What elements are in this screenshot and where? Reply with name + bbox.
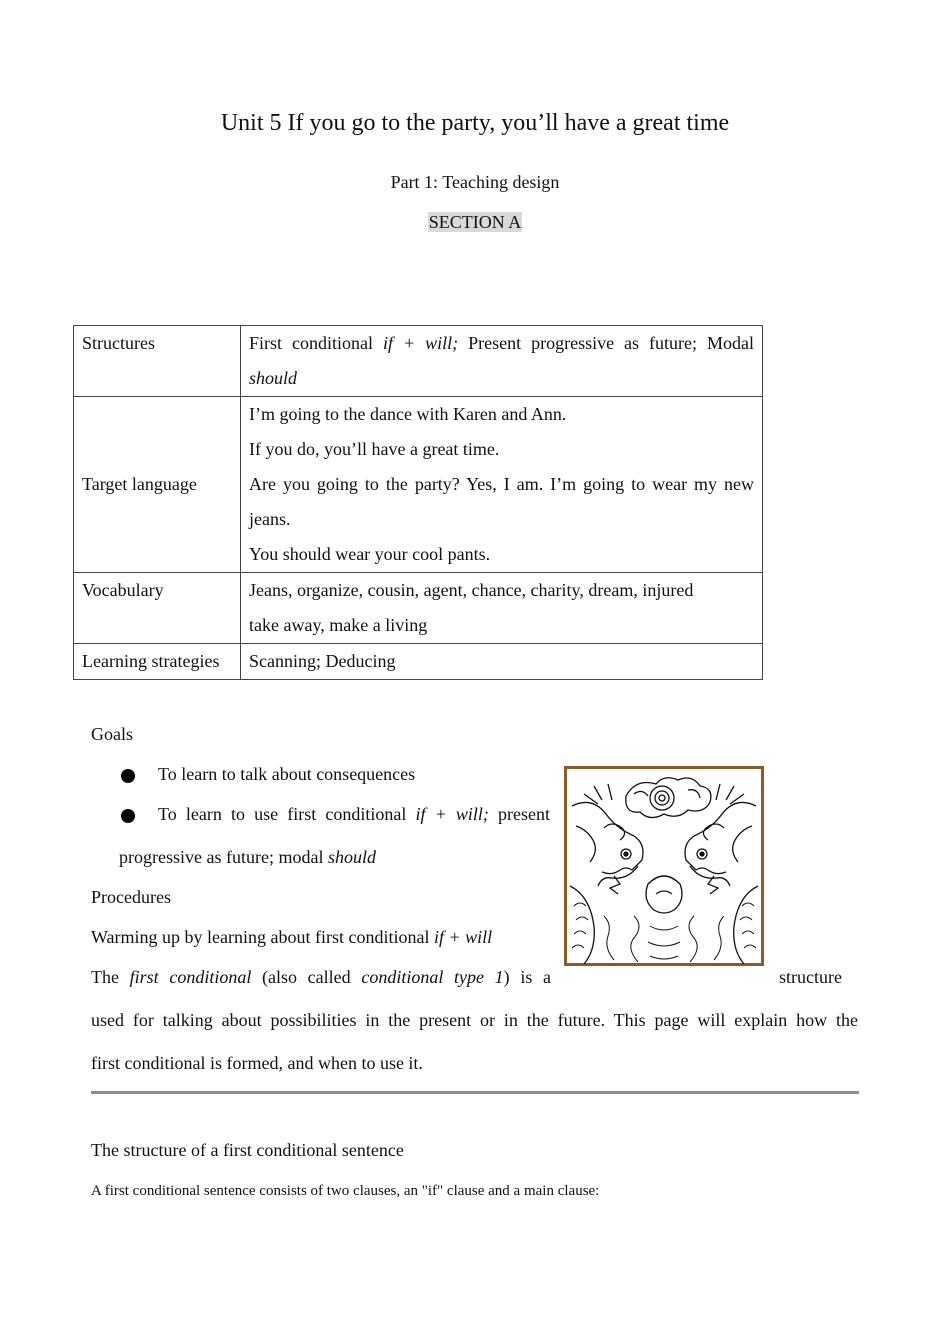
goals-heading: Goals	[91, 724, 133, 744]
paragraph-line-1	[91, 967, 551, 988]
text: present	[488, 804, 550, 824]
target-line: Are you going to the party? Yes, I am. I’m going to wear my new	[249, 474, 754, 494]
horizontal-divider	[91, 1091, 859, 1094]
paragraph-structure-word: structure	[779, 967, 842, 987]
table-row	[74, 326, 763, 397]
structures-line-1	[249, 326, 754, 361]
text-italic: if + will	[433, 927, 493, 947]
structures-value	[241, 326, 763, 397]
text-italic: conditional type 1	[361, 967, 504, 987]
dragon-illustration-icon	[564, 766, 764, 966]
text: progressive as future; modal	[119, 847, 328, 867]
text: First conditional	[249, 333, 383, 353]
warming-up-text	[91, 927, 492, 948]
structures-label: Structures	[74, 326, 241, 397]
table-row	[74, 397, 763, 573]
vocab-line: take away, make a living	[249, 615, 428, 635]
table-row	[74, 644, 763, 680]
small-paragraph: A first conditional sentence consists of two clauses, an "if" clause and a main clause:	[91, 1183, 600, 1199]
goal-item-text	[158, 804, 550, 825]
target-line: I’m going to the dance with Karen and Ann.	[249, 404, 567, 424]
paragraph-line-2: used for talking about possibilities in the present or in the future. This page will explain how the	[91, 1010, 858, 1030]
vocabulary-value	[241, 573, 763, 644]
vocabulary-label: Vocabulary	[74, 573, 241, 644]
text-italic: should	[249, 368, 298, 388]
text-italic: if + will;	[415, 804, 489, 824]
target-line: You should wear your cool pants.	[249, 544, 491, 564]
strategies-label: Learning strategies	[74, 644, 241, 680]
section-heading-wrap	[0, 212, 950, 233]
section-subheading: The structure of a first conditional sentence	[91, 1140, 404, 1160]
text-italic: if + will;	[382, 333, 459, 353]
target-line: jeans.	[249, 509, 291, 529]
bullet-icon	[121, 769, 135, 783]
goal-item-2-continued	[119, 847, 376, 868]
text-italic: should	[327, 847, 376, 867]
bullet-icon	[121, 809, 135, 823]
target-language-label: Target language	[74, 397, 241, 573]
text: Warming up by learning about first conditional	[91, 927, 434, 947]
vocab-line: Jeans, organize, cousin, agent, chance, charity, dream, injured	[249, 580, 694, 600]
teaching-info-table	[73, 325, 763, 680]
target-line: If you do, you’ll have a great time.	[249, 439, 500, 459]
text-italic: first conditional	[129, 967, 252, 987]
text: The	[91, 967, 130, 987]
text: ) is a	[503, 967, 551, 987]
text: (also called	[251, 967, 362, 987]
page-title: Unit 5 If you go to the party, you’ll have a great time	[220, 110, 730, 136]
table-row	[74, 573, 763, 644]
procedures-heading: Procedures	[91, 887, 171, 907]
section-heading: SECTION A	[428, 212, 522, 232]
text: To learn to use first conditional	[158, 804, 416, 824]
paragraph-line-3: first conditional is formed, and when to use it.	[91, 1053, 423, 1073]
goal-item-text: To learn to talk about consequences	[158, 764, 416, 784]
strategies-value: Scanning; Deducing	[241, 644, 763, 680]
target-language-value	[241, 397, 763, 573]
page-subtitle: Part 1: Teaching design	[390, 172, 560, 192]
structures-line-2	[249, 361, 754, 396]
text: Present progressive as future; Modal	[458, 333, 755, 353]
